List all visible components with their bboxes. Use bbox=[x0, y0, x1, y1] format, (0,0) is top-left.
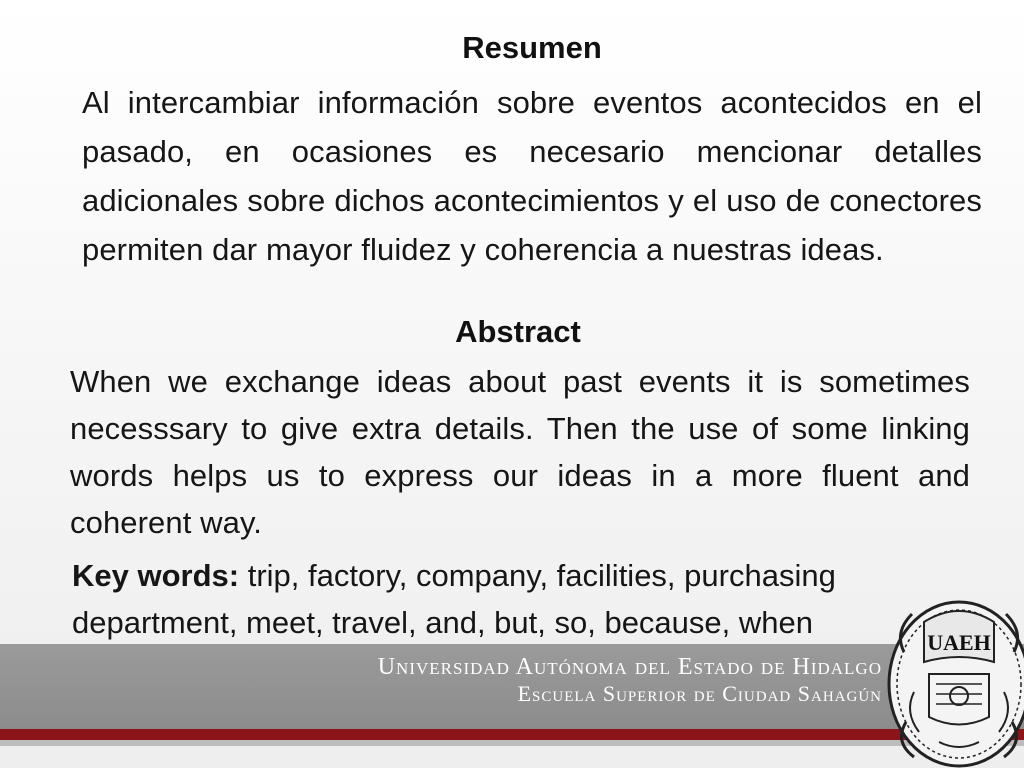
footer-red-stripe bbox=[0, 729, 1024, 740]
uaeh-seal-icon bbox=[884, 592, 1024, 768]
university-name: Universidad Autónoma del Estado de Hidalgo bbox=[377, 654, 882, 680]
school-name: Escuela Superior de Ciudad Sahagún bbox=[517, 681, 882, 706]
resumen-title: Resumen bbox=[462, 30, 602, 65]
abstract-paragraph: When we exchange ideas about past events it is sometimes necesssary to give extra details. Then the use of some linking words helps us to express our ideas in a more fluent and coherent way. bbox=[70, 364, 970, 540]
keywords-line bbox=[72, 552, 962, 646]
svg-text:UAEH: UAEH bbox=[927, 630, 991, 655]
resumen-paragraph: Al intercambiar información sobre eventos acontecidos en el pasado, en ocasiones es necesario mencionar detalles adicionales sobre dichos acontecimientos y el uso de conectores permiten dar mayor fluidez y coherencia a nuestras ideas. bbox=[82, 85, 982, 267]
keywords-label: Key words: bbox=[72, 558, 240, 593]
keywords-text: trip, factory, company, facilities, purchasing department, meet, travel, and, but, so, because, when bbox=[72, 558, 836, 640]
footer-gray-stripe bbox=[0, 740, 1024, 746]
abstract-title: Abstract bbox=[455, 314, 581, 349]
